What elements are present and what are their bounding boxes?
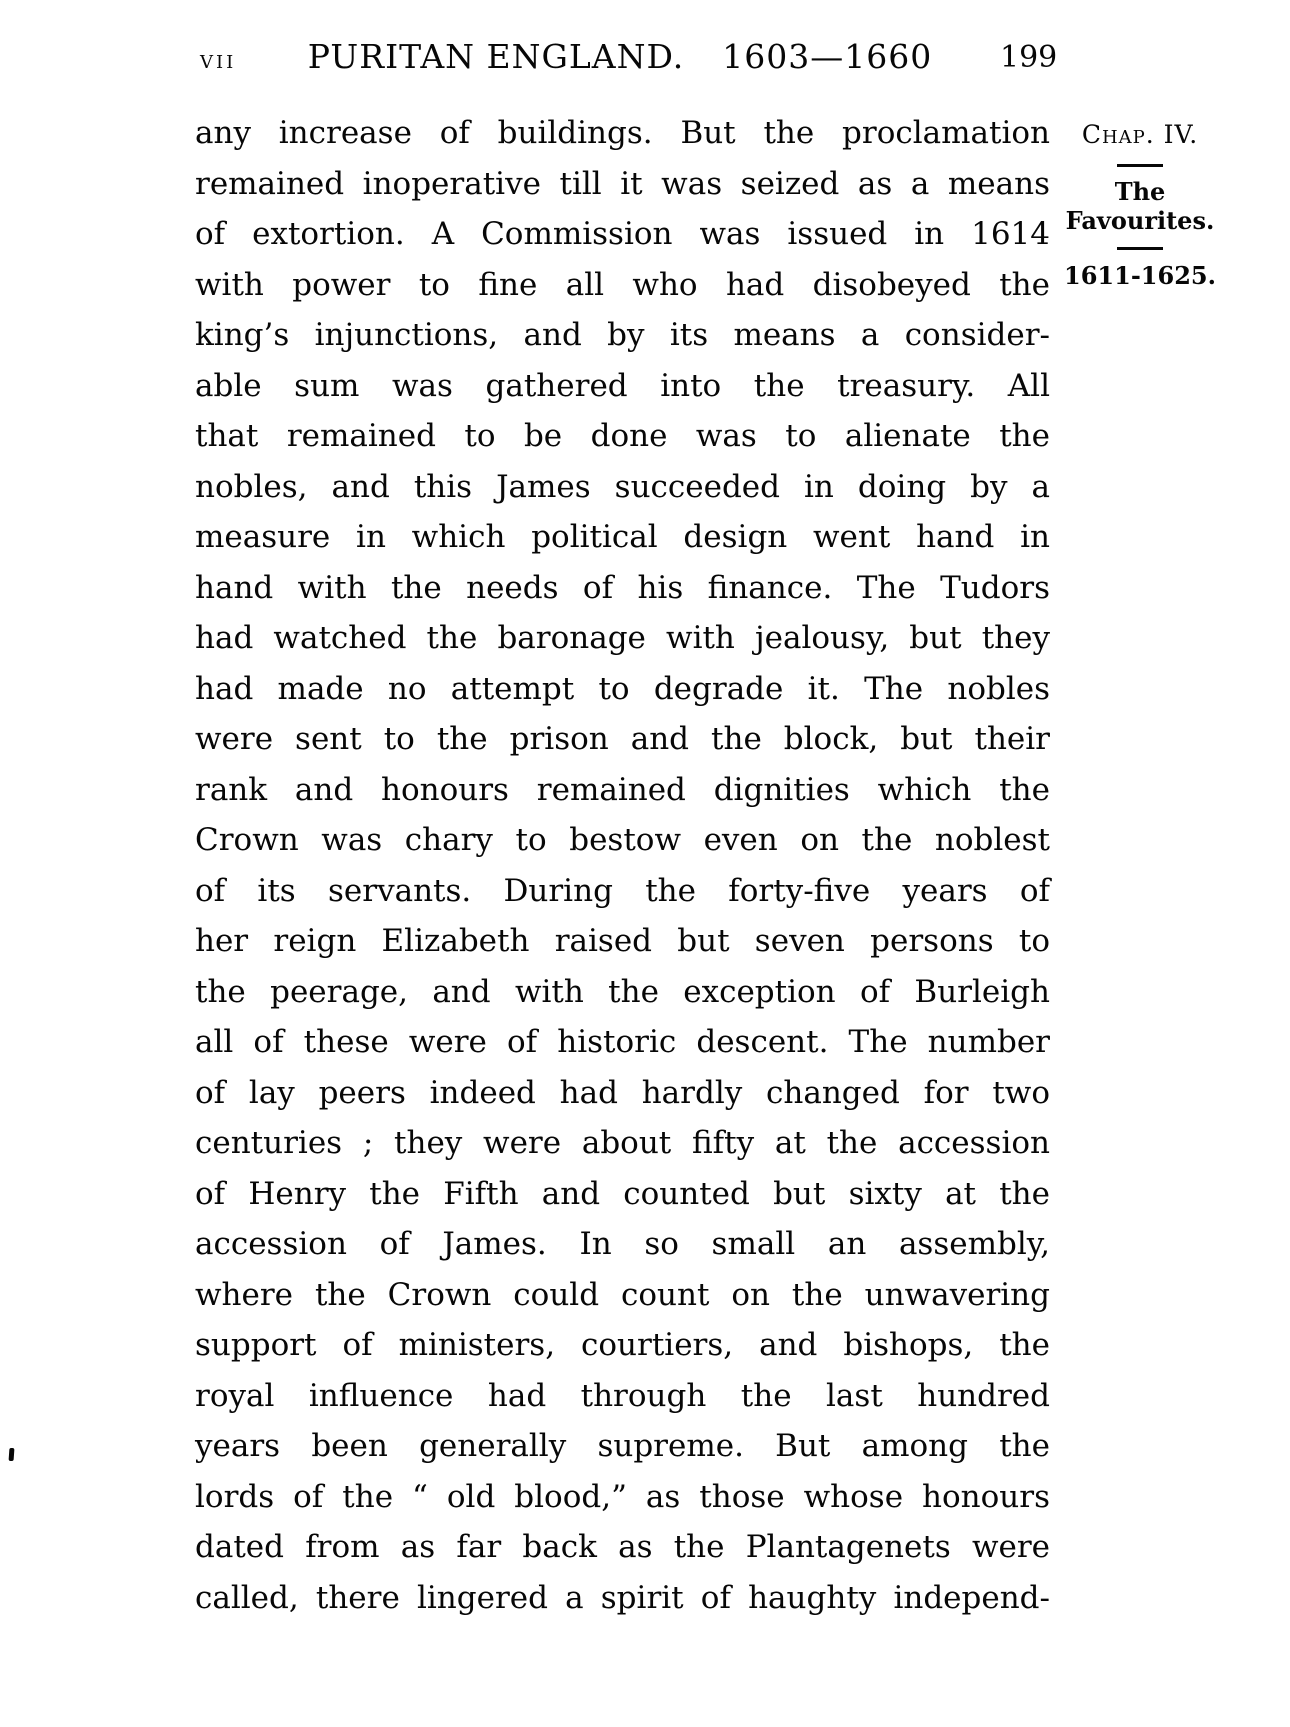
text-line: of extortion. A Commission was issued in 1614 [195, 216, 1050, 252]
text-line: of lay peers indeed had hardly changed for two [195, 1074, 1050, 1111]
ink-speck-artifact [9, 1448, 15, 1461]
text-line: dated from as far back as the Plantagenets were [195, 1529, 1050, 1565]
margin-rule-divider [1117, 164, 1163, 167]
margin-section-title-line1: The [1114, 177, 1166, 206]
running-date-range: 1603—1660 [722, 37, 933, 76]
running-title: PURITAN ENGLAND. [307, 37, 685, 76]
text-line: were sent to the prison and the block, but their [195, 721, 1050, 757]
text-line: accession of James. In so small an assembly, [195, 1226, 1050, 1262]
text-line: measure in which political design went hand in [195, 519, 1050, 555]
text-line: lords of the “ old blood,” as those whose honours [195, 1478, 1050, 1515]
text-line: hand with the needs of his finance. The Tudors [195, 569, 1050, 606]
text-line: with power to fine all who had disobeyed the [195, 266, 1050, 303]
text-line: nobles, and this James succeeded in doing by a [195, 468, 1050, 505]
text-line: the peerage, and with the exception of Burleigh [195, 973, 1050, 1010]
running-title-group [308, 37, 932, 76]
body-text-column [195, 108, 1050, 1623]
text-line: support of ministers, courtiers, and bishops, the [195, 1327, 1050, 1363]
margin-rule-divider [1117, 247, 1163, 250]
text-line: any increase of buildings. But the proclamation [195, 115, 1050, 151]
margin-chapter-label: Chap. IV. [1081, 120, 1199, 149]
text-line: all of these were of historic descent. The number [195, 1024, 1050, 1060]
margin-section-title-line2: Favourites. [1065, 206, 1215, 235]
text-line: rank and honours remained dignities which the [195, 771, 1050, 808]
text-line: royal influence had through the last hundred [195, 1377, 1050, 1414]
chapter-roman-numeral: vii [200, 45, 237, 74]
text-line: had watched the baronage with jealousy, but they [195, 620, 1050, 656]
text-line: able sum was gathered into the treasury. All [195, 367, 1050, 404]
text-line: had made no attempt to degrade it. The nobles [195, 670, 1050, 707]
margin-notes [1058, 120, 1222, 290]
text-line: of its servants. During the forty-five years of [195, 872, 1050, 909]
page-header [0, 0, 1290, 90]
text-line: Crown was chary to bestow even on the noblest [195, 822, 1050, 858]
text-line: king’s injunctions, and by its means a consider- [195, 317, 1050, 353]
text-line: of Henry the Fifth and counted but sixty at the [195, 1175, 1050, 1212]
text-line: remained inoperative till it was seized as a means [195, 165, 1050, 202]
page-number: 199 [1000, 40, 1058, 75]
text-line: where the Crown could count on the unwavering [195, 1276, 1050, 1313]
text-line: years been generally supreme. But among the [195, 1428, 1050, 1464]
text-line: centuries ; they were about fifty at the accession [195, 1125, 1050, 1161]
margin-years-label: 1611-1625. [1064, 261, 1216, 290]
text-line: that remained to be done was to alienate the [195, 418, 1050, 454]
text-line: her reign Elizabeth raised but seven persons to [195, 923, 1050, 959]
text-line: called, there lingered a spirit of haughty independ- [195, 1579, 1050, 1616]
